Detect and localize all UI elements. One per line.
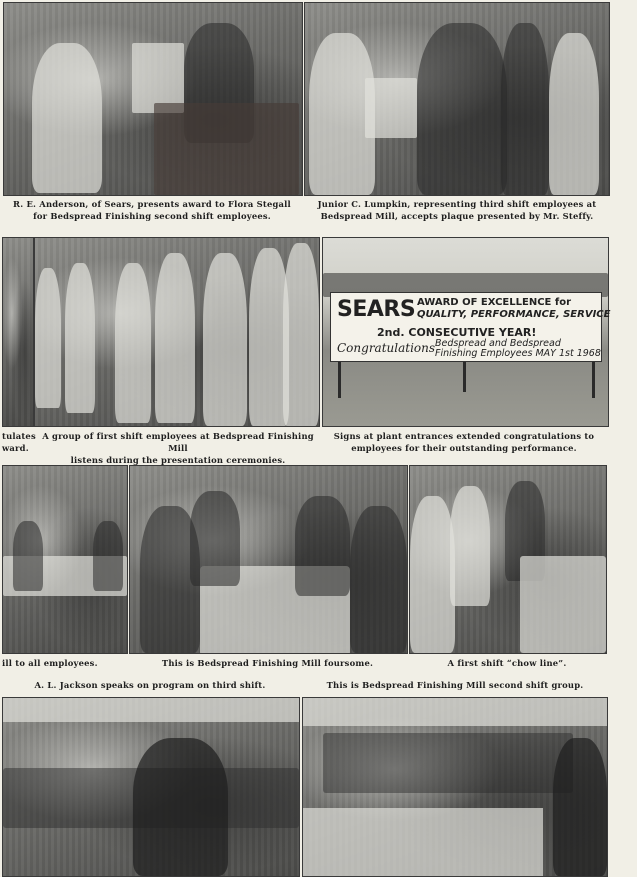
caption-lumpkin-plaque: Junior C. Lumpkin, representing third shift employees at Bedspread Mill, accepts plaque presented by Mr. Steffy.	[317, 199, 597, 221]
sign-line3: 2nd. CONSECUTIVE YEAR!	[377, 326, 537, 339]
sign-post-left	[338, 362, 341, 398]
sign-line4: Congratulations	[337, 341, 436, 355]
sign-post-middle	[463, 362, 466, 392]
caption-cropped-all-employees: ill to all employees.	[2, 658, 98, 668]
caption-foursome: This is Bedspread Finishing Mill foursome.	[161, 658, 374, 668]
caption-jackson-speaks: A. L. Jackson speaks on program on third shift.	[34, 680, 266, 690]
sign-line1: AWARD OF EXCELLENCE for	[417, 297, 572, 308]
photo-first-shift-group	[34, 237, 320, 427]
photo-plaque-junior-lumpkin	[304, 2, 610, 196]
sign-line5: Bedspread and Bedspread	[435, 338, 561, 349]
sears-award-sign	[330, 292, 611, 362]
sign-line6: Finishing Employees MAY 1st 1968	[435, 348, 601, 359]
photo-cropped-left-row2	[2, 237, 34, 427]
sign-brand: SEARS	[337, 297, 416, 322]
photo-award-presentation-flora-stegall	[3, 2, 303, 196]
photo-dining-tables	[2, 465, 128, 654]
photo-second-shift-group	[302, 697, 608, 877]
photo-third-shift-speech	[2, 697, 300, 877]
caption-anderson-award: R. E. Anderson, of Sears, presents award to Flora Stegall for Bedspread Finishing second shift employees.	[13, 199, 291, 221]
caption-first-shift-group: A group of first shift employees at Bedspread Finishing Mill listens during the presentation ceremonies.	[42, 431, 314, 465]
caption-second-shift-group: This is Bedspread Finishing Mill second shift group.	[326, 680, 584, 690]
photo-chow-line	[409, 465, 607, 654]
caption-signs: Signs at plant entrances extended congratulations to employees for their outstanding performance.	[333, 431, 595, 453]
sign-post-right	[592, 362, 595, 398]
sign-line2: QUALITY, PERFORMANCE, SERVICE	[417, 309, 611, 320]
caption-chow-line: A first shift “chow line”.	[447, 658, 567, 668]
photo-finishing-mill-foursome	[129, 465, 408, 654]
caption-cropped-congratulates: tulates ward.	[2, 431, 36, 453]
